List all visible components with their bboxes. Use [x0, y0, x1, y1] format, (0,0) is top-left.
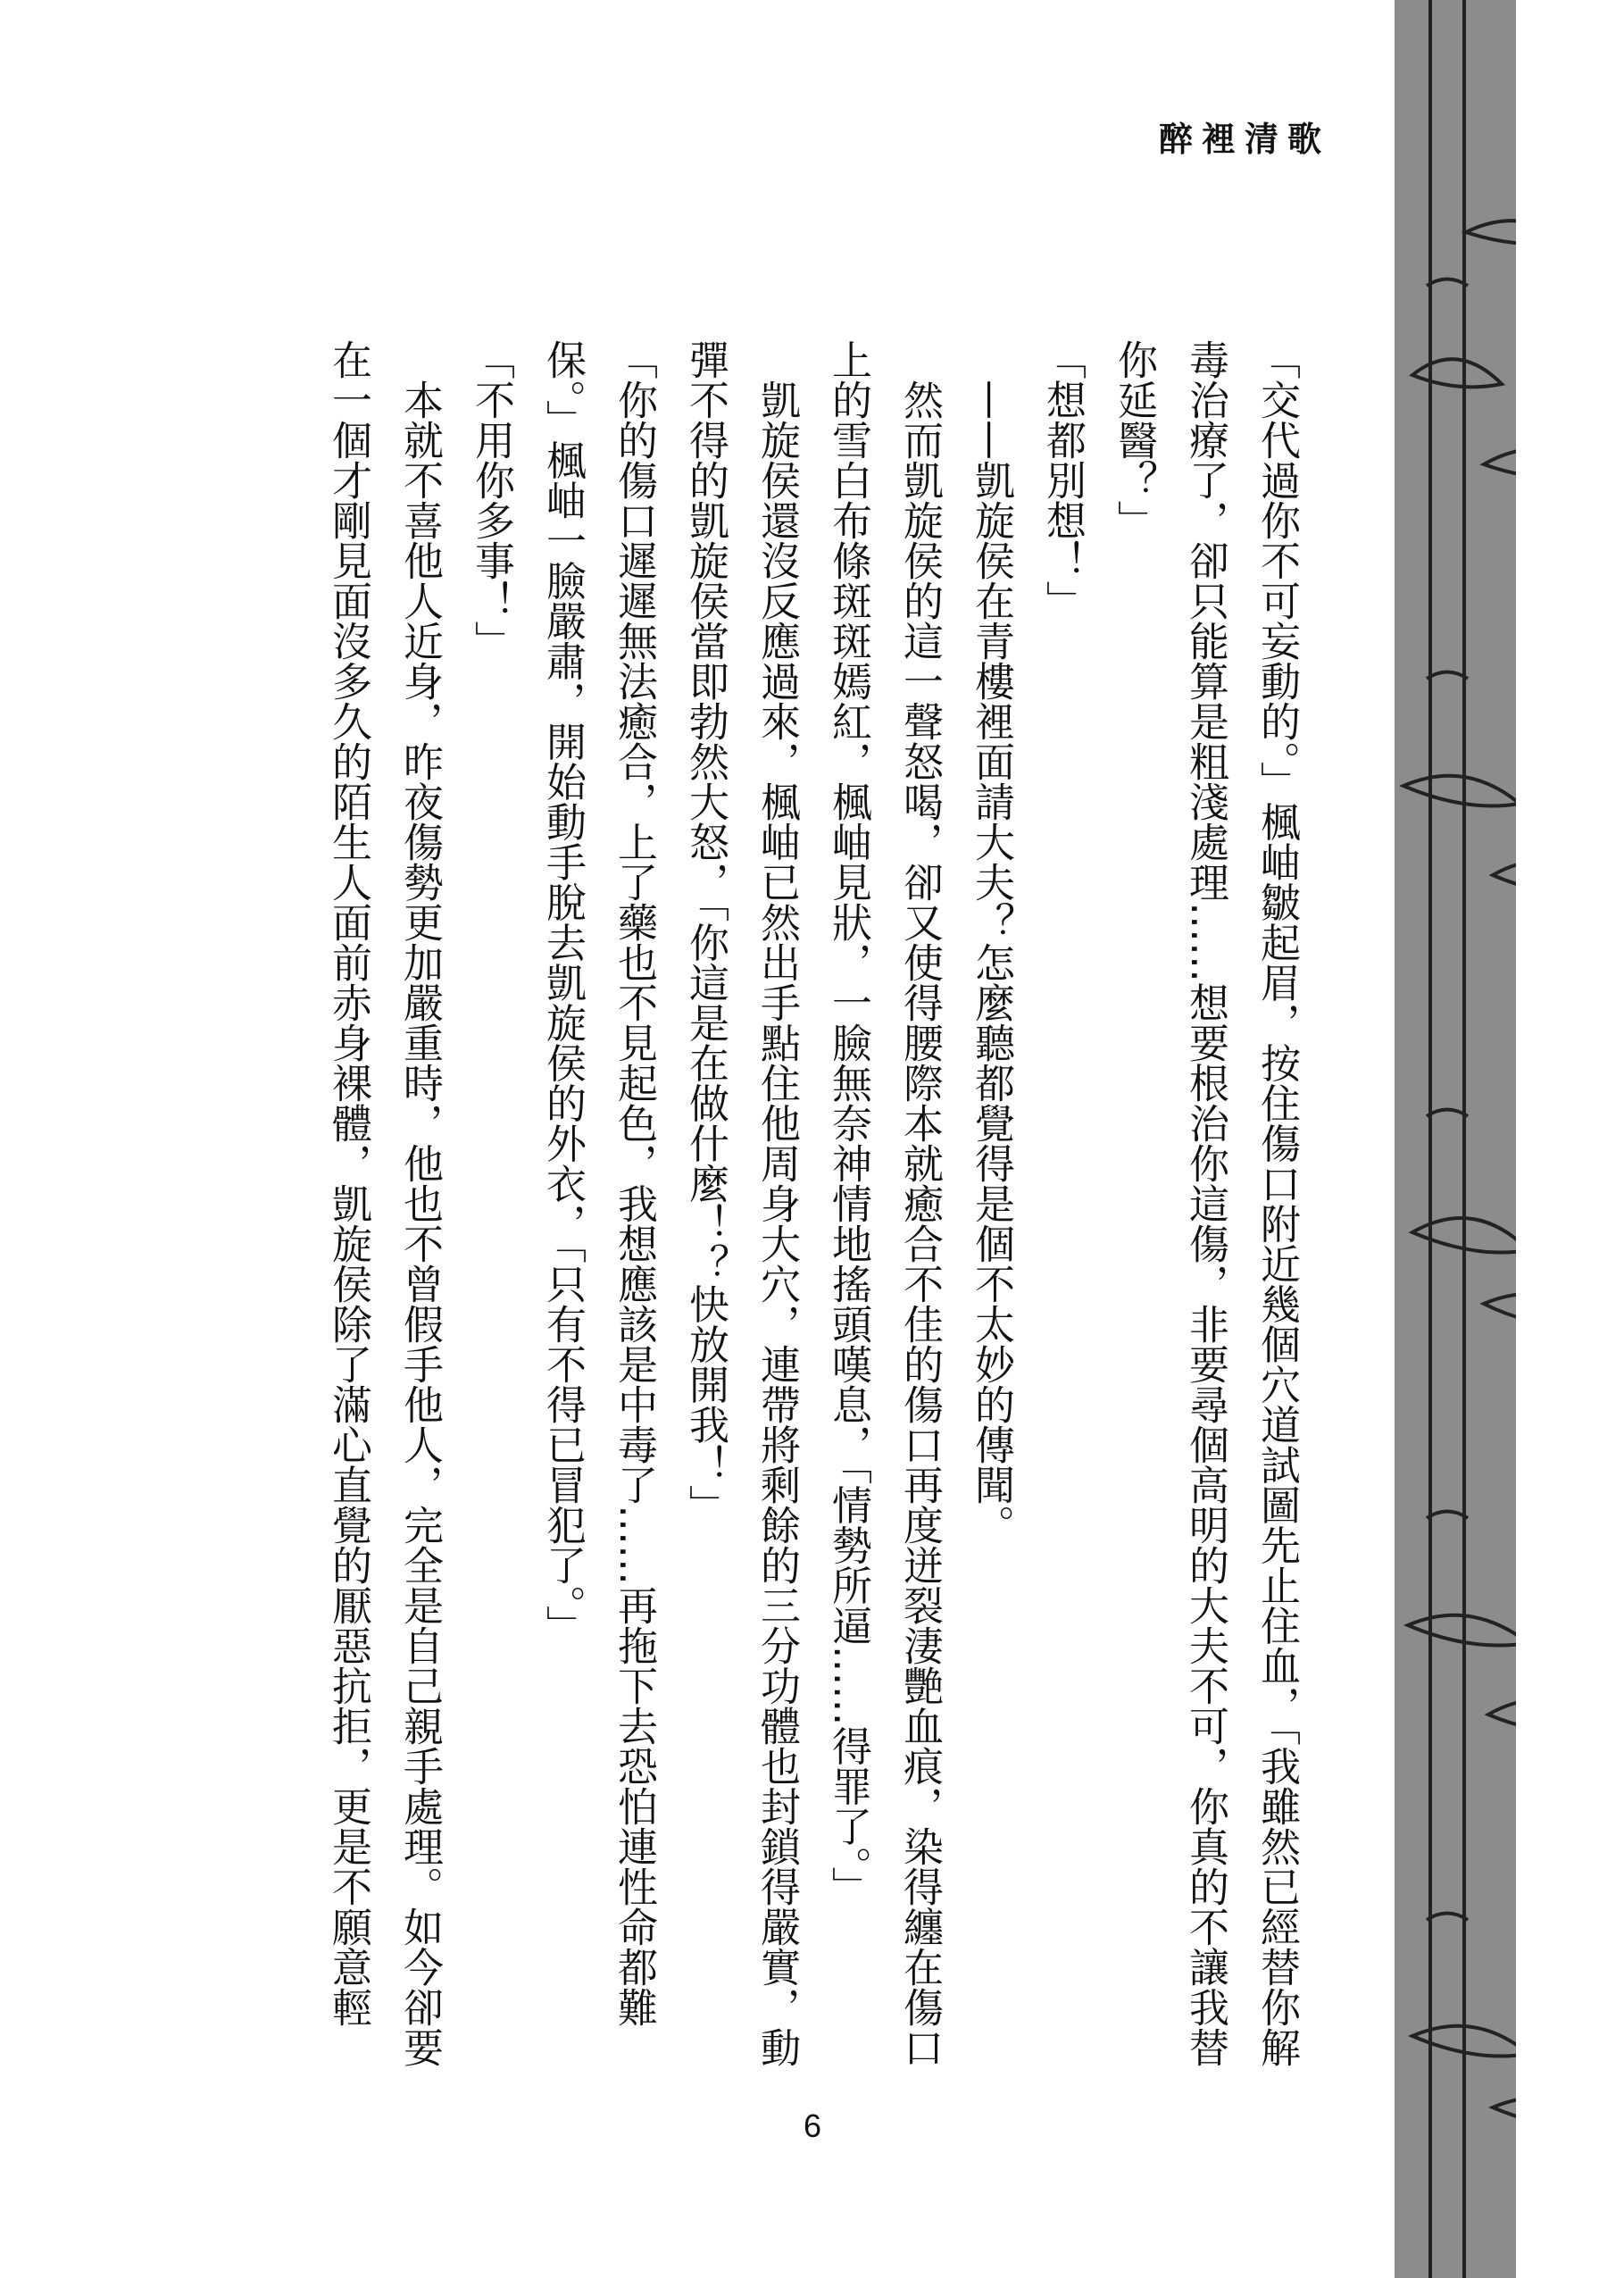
- paragraph-8: 本就不喜他人近身，昨夜傷勢更加嚴重時，他也不曾假手他人，完全是自己親手處理。如今卻要在一個才剛見面沒多久的陌生人面前赤身裸體，凱旋侯除了滿心直覺的厭惡抗拒，更是不願意輕: [325, 339, 444, 2067]
- paragraph-7: 「不用你多事！」: [468, 339, 515, 661]
- paragraph-3: ——凱旋侯在青樓裡面請大夫？怎麼聽都覺得是個不太妙的傳聞。: [968, 380, 1015, 1545]
- paragraph-6: 「你的傷口遲遲無法癒合，上了藥也不見起色，我想應該是中毒了……再拖下去恐怕連性命都難保。」楓岫一臉嚴肅，開始動手脫去凱旋侯的外衣，「只有不得已冒犯了。」: [539, 339, 658, 2027]
- page-margin-right: [1516, 0, 1624, 2278]
- paragraph-5: 凱旋侯還沒反應過來，楓岫已然出手點住他周身大穴，連帶將剩餘的三分功體也封鎖得嚴實，動彈不得的凱旋侯當即勃然大怒，「你這是在做什麼！？快放開我！」: [682, 339, 801, 2067]
- vertical-body-text: [321, 339, 1312, 2090]
- paragraph-4: 然而凱旋侯的這一聲怒喝，卻又使得腰際本就癒合不佳的傷口再度迸裂淒艷血痕，染得纏在傷口上的雪白布條斑斑嫣紅，楓岫見狀，一臉無奈神情地搖頭嘆息，「情勢所逼……得罪了。」: [825, 339, 944, 2067]
- book-title-header: 醉裡清歌: [1158, 119, 1330, 159]
- paragraph-1: 「交代過你不可妄動的。」楓岫皺起眉，按住傷口附近幾個穴道試圖先止住血，「我雖然已經替你解毒治療了，卻只能算是粗淺處理……想要根治你這傷，非要尋個高明的大夫不可，你真的不讓我替你延醫？」: [1111, 339, 1301, 2067]
- paragraph-2: 「想都別想！」: [1039, 339, 1087, 621]
- page-number: 6: [803, 2107, 822, 2144]
